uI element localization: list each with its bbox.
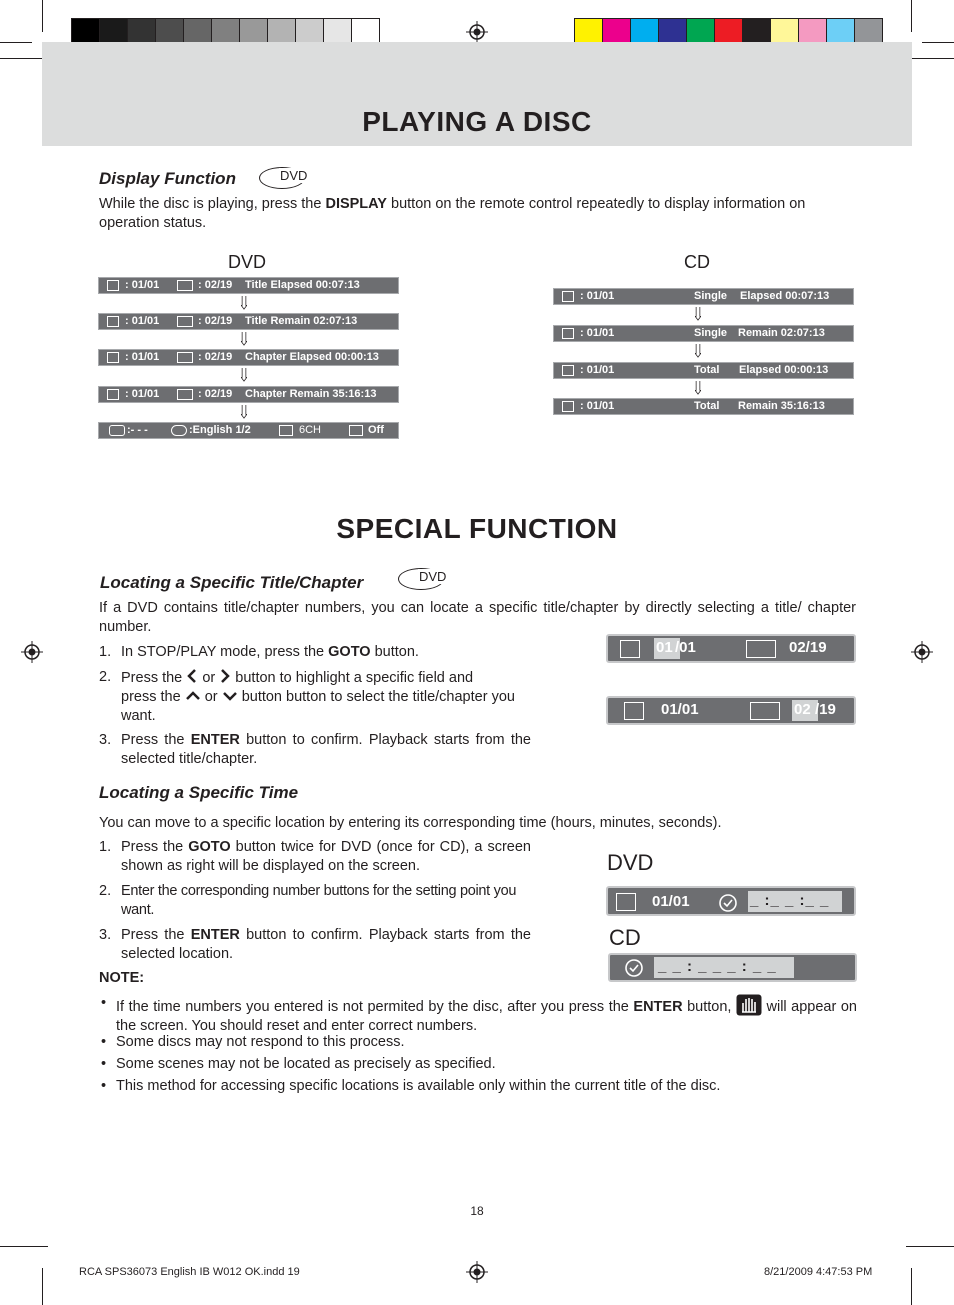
- dvd-display-bar: : 01/01 : 02/19 Title Remain 02:07:13: [98, 313, 399, 330]
- list-item: 3. Press the ENTER button to confirm. Playback starts from the selected location.: [99, 927, 531, 962]
- dvd-logo-icon: DVD: [259, 167, 309, 189]
- list-item: 2. Enter the corresponding number buttons for the setting point you want.: [99, 883, 517, 918]
- down-arrow-icon: [695, 381, 701, 395]
- track-icon: [562, 328, 574, 339]
- title-icon: [620, 640, 640, 658]
- chevron-up-icon: [185, 690, 201, 702]
- cd-display-bar: : 01/01 Total Remain 35:16:13: [553, 398, 854, 415]
- dvd-display-bar: : 01/01 : 02/19 Chapter Remain 35:16:13: [98, 386, 399, 403]
- chapter-icon: [177, 389, 193, 400]
- registration-mark-icon: [466, 1261, 488, 1283]
- dvd-logo-icon: DVD: [398, 568, 448, 590]
- chapter-icon: [746, 640, 776, 658]
- footer-timestamp: 8/21/2009 4:47:53 PM: [764, 1266, 873, 1278]
- page-number: 18: [470, 1204, 484, 1218]
- dvd-display-bar: : 01/01 : 02/19 Title Elapsed 00:07:13: [98, 277, 399, 294]
- clock-icon: [718, 893, 738, 913]
- title-icon: [616, 893, 636, 911]
- dolby-icon: [279, 425, 293, 436]
- crop-mark: [922, 42, 954, 43]
- cd-display-bar: : 01/01 Single Remain 02:07:13: [553, 325, 854, 342]
- track-icon: [562, 401, 574, 412]
- crop-mark: [911, 0, 912, 32]
- chevron-down-icon: [222, 690, 238, 702]
- dvd-label: DVD: [228, 252, 267, 272]
- down-arrow-icon: [241, 405, 247, 419]
- display-function-description: While the disc is playing, press the DISPLAY button on the remote control repeatedly to display information on operation status.: [99, 196, 806, 231]
- crop-mark: [906, 1246, 954, 1247]
- dvd-display-bar: : 01/01 : 02/19 Chapter Elapsed 00:00:13: [98, 349, 399, 366]
- down-arrow-icon: [241, 332, 247, 346]
- crop-mark: [42, 1268, 43, 1305]
- clock-icon: [624, 958, 644, 978]
- goto-title-screen: 01 /01 02/19: [606, 634, 856, 663]
- crop-mark: [0, 42, 32, 43]
- title-icon: [107, 389, 119, 400]
- track-icon: [562, 291, 574, 302]
- time-input: _ _ : _ _ _ : _ _: [654, 957, 794, 978]
- dvd-label: DVD: [607, 850, 654, 875]
- locate-time-intro: You can move to a specific location by entering its corresponding time (hours, minutes, seconds).: [99, 815, 722, 831]
- list-item: 2. Press the or button to highlight a specific field and press the or button button to select the title/chapter you want.: [99, 669, 515, 724]
- display-function-heading: Display Function: [99, 169, 236, 188]
- crop-mark: [911, 1268, 912, 1305]
- list-item: 1. Press the GOTO button twice for DVD (once for CD), a screen shown as right will be displayed on the screen.: [99, 839, 531, 874]
- chapter-icon: [177, 316, 193, 327]
- invalid-hand-icon: [736, 994, 762, 1016]
- crop-mark: [42, 0, 43, 32]
- page-title: PLAYING A DISC: [362, 106, 592, 137]
- dvd-display-bar-audio: :- - - :English 1/2 6CH Off: [98, 422, 399, 439]
- audio-icon: [171, 425, 187, 436]
- angle-icon: [349, 425, 363, 436]
- cd-display-bar: : 01/01 Single Elapsed 00:07:13: [553, 288, 854, 305]
- title-icon: [624, 702, 644, 720]
- cd-label: CD: [609, 925, 641, 950]
- registration-mark-icon: [21, 641, 43, 663]
- special-function-title: SPECIAL FUNCTION: [336, 513, 618, 544]
- cd-display-bar: : 01/01 Total Elapsed 00:00:13: [553, 362, 854, 379]
- chevron-left-icon: [186, 668, 198, 684]
- crop-mark: [906, 58, 954, 59]
- note-item: • If the time numbers you entered is not permited by the disc, after you press the ENTER button, will appear on the screen. You should reset and enter correct numbers.: [101, 995, 857, 1034]
- goto-time-screen-cd: [608, 953, 857, 982]
- chapter-icon: [177, 280, 193, 291]
- list-item: 3. Press the ENTER button to confirm. Playback starts from the selected title/chapter.: [99, 732, 531, 767]
- down-arrow-icon: [241, 368, 247, 382]
- subtitle-icon: [109, 425, 125, 436]
- cd-label: CD: [684, 252, 710, 272]
- chapter-icon: [750, 702, 780, 720]
- chapter-icon: [177, 352, 193, 363]
- crop-mark: [0, 58, 48, 59]
- title-icon: [107, 352, 119, 363]
- note-item: • Some discs may not respond to this process.: [101, 1034, 405, 1050]
- time-input: _ :_ _ :_ _: [748, 891, 842, 912]
- list-item: 1. In STOP/PLAY mode, press the GOTO button.: [99, 644, 419, 660]
- footer-file-info: RCA SPS36073 English IB W012 OK.indd 19: [79, 1266, 300, 1278]
- note-item: • This method for accessing specific locations is available only within the current title of the disc.: [101, 1078, 721, 1094]
- down-arrow-icon: [695, 344, 701, 358]
- goto-chapter-screen: 01/01 02 /19: [606, 696, 856, 725]
- locate-title-intro: If a DVD contains title/chapter numbers, you can locate a specific title/chapter by directly selecting a title/ chapter number.: [99, 600, 856, 635]
- locate-time-heading: Locating a Specific Time: [99, 783, 299, 802]
- title-icon: [107, 316, 119, 327]
- locate-title-heading: Locating a Specific Title/Chapter: [100, 573, 364, 592]
- registration-mark-icon: [466, 21, 488, 43]
- track-icon: [562, 365, 574, 376]
- goto-time-screen-dvd: 01/01 _ :_ _ :_ _: [606, 886, 856, 916]
- down-arrow-icon: [695, 307, 701, 321]
- title-icon: [107, 280, 119, 291]
- note-label: NOTE:: [99, 970, 145, 986]
- down-arrow-icon: [241, 296, 247, 310]
- note-item: • Some scenes may not be located as precisely as specified.: [101, 1056, 496, 1072]
- crop-mark: [0, 1246, 48, 1247]
- chevron-right-icon: [219, 668, 231, 684]
- registration-mark-icon: [911, 641, 933, 663]
